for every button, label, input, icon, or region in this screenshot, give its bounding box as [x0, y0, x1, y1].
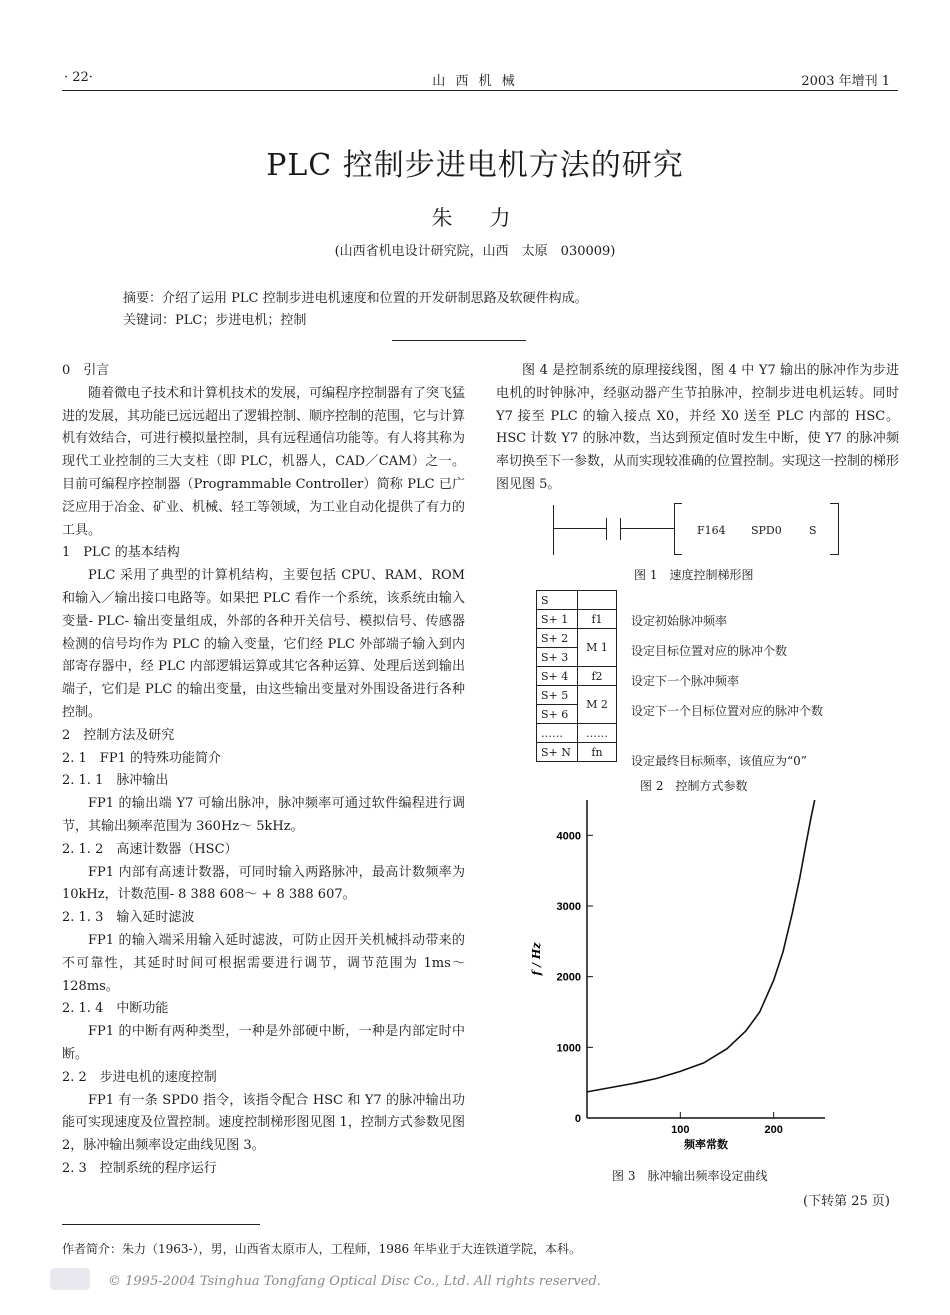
continued-note: (下转第 25 页) [803, 1194, 890, 1209]
paragraph: PLC 采用了典型的计算机结构，主要包括 CPU、RAM、ROM 和输入／输出接口电路等。如果把 PLC 看作一个系统，该系统由输入变量- PLC- 输出变量组成，外部的各种开关信号、模拟信号、传感器检测的信号均作为 PLC 的输入变量，它们经 PLC 外部端子输入到内部寄存器中，经 PLC 内部逻辑运算或其它各种运算、处理后送到输出端子，它们是 PLC 的输出变量，由这些输出变量对外围设备进行各种控制。 [62, 568, 465, 720]
fig1-operand-2: S [809, 524, 817, 537]
fig2-desc-1: 设定初始脉冲频率 [631, 614, 728, 628]
section-heading: 2. 3 控制系统的程序运行 [62, 1160, 217, 1176]
paragraph: FP1 的中断有两种类型，一种是外部硬中断，一种是内部定时中断。 [62, 1024, 465, 1062]
paragraph: FP1 有一条 SPD0 指令，该指令配合 HSC 和 Y7 的脉冲输出功能可实现速度及位置控制。速度控制梯形图见图 1，控制方式参数见图 2，脉冲输出频率设定曲线见图 3。 [62, 1092, 465, 1154]
fig2-parameter-table [536, 590, 617, 762]
table-row: S+ 1 f1 [537, 610, 617, 629]
y-axis-label: f / Hz [530, 942, 543, 976]
author-name: 朱 力 [431, 206, 519, 230]
table-row: S [537, 591, 617, 610]
fig3-chart [510, 790, 840, 1160]
right-column [496, 360, 899, 497]
fig2-desc-8: 设定最终目标频率，该值应为“0” [631, 754, 807, 768]
paragraph: FP1 的输入端采用输入延时滤波，可防止因开关机械抖动带来的不可靠性，其延时时间可根据需要进行调节，调节范围为 1ms～ 128ms。 [62, 932, 465, 994]
section-heading: 2. 1. 2 高速计数器（HSC） [62, 841, 238, 857]
paragraph: 图 4 是控制系统的原理接线图，图 4 中 Y7 输出的脉冲作为步进电机的时钟脉冲，经驱动器产生节拍脉冲，控制步进电机运转。同时 Y7 接至 PLC 的输入接点 X0，并经 X0 送至 PLC 内部的 HSC。HSC 计数 Y7 的脉冲数，当达到预定值时发生中断，使 Y7 的脉冲频率切换至下一参数，从而实现较准确的位置控制。实现这一控制的梯形图见图 5。 [496, 363, 900, 492]
table-row: S+ 6 [537, 705, 617, 724]
paragraph: FP1 的输出端 Y7 可输出脉冲，脉冲频率可通过软件编程进行调节，其输出频率范围为 360Hz～ 5kHz。 [62, 796, 465, 834]
y-tick-label: 4000 [556, 830, 581, 843]
fig2-desc-2: 设定目标位置对应的脉冲个数 [631, 644, 788, 658]
fig1-instruction: F164 [697, 524, 726, 537]
table-row: S+ 2 M 1 [537, 629, 617, 648]
issue-label: 2003 年增刊 1 [801, 74, 890, 89]
page-number: · 22· [64, 70, 93, 85]
x-tick-label: 100 [671, 1124, 690, 1136]
x-tick-label: 200 [764, 1124, 783, 1136]
table-row: S+ 3 [537, 648, 617, 667]
frequency-curve [587, 800, 815, 1092]
section-heading: 2. 1. 1 脉冲输出 [62, 773, 169, 789]
x-axis-label: 频率常数 [684, 1138, 728, 1151]
section-heading: 2. 1. 3 输入延时滤波 [62, 910, 195, 926]
y-tick-label: 3000 [556, 901, 581, 913]
section-heading: 0 引言 [62, 363, 110, 378]
fig1-caption: 图 1 速度控制梯形图 [634, 568, 754, 582]
fig1-operand-1: SPD0 [751, 524, 782, 537]
y-tick-label: 0 [574, 1113, 581, 1125]
y-tick-label: 2000 [556, 971, 581, 984]
author-bio: 作者简介：朱力（1963-），男，山西省太原市人，工程师，1986 年毕业于大连铁道学院，本科。 [62, 1242, 581, 1256]
y-tick-label: 1000 [556, 1042, 581, 1055]
section-heading: 2. 1 FP1 的特殊功能简介 [62, 750, 221, 766]
journal-name: 山 西 机 械 [432, 74, 518, 89]
header-rule [62, 90, 898, 91]
copyright-notice: © 1995-2004 Tsinghua Tongfang Optical Disc Co., Ltd. All rights reserved. [108, 1274, 601, 1289]
abstract: 摘要：介绍了运用 PLC 控制步进电机速度和位置的开发研制思路及软硬件构成。 [123, 291, 588, 306]
table-row: …… …… [537, 724, 617, 743]
fig2-caption: 图 2 控制方式参数 [640, 779, 748, 793]
paragraph: 随着微电子技术和计算机技术的发展，可编程序控制器有了突飞猛进的发展，其功能已远远超出了逻辑控制、顺序控制的范围，它与计算机有效结合，可进行模拟量控制，具有远程通信功能等。有人将其称为现代工业控制的三大支柱（即 PLC，机器人，CAD／CAM）之一。目前可编程序控制器（Programmable Controller）简称 PLC 已广泛应用于冶金、矿业、机械、轻工等领域，为工业自动化提供了有力的工具。 [62, 385, 466, 538]
keywords: 关键词：PLC；步进电机；控制 [123, 313, 307, 328]
left-column [62, 360, 465, 1181]
fig2-desc-5: 设定下一个目标位置对应的脉冲个数 [631, 704, 824, 718]
fig2-desc-4: 设定下一个脉冲频率 [631, 674, 740, 688]
page-title: PLC 控制步进电机方法的研究 [266, 148, 684, 183]
table-row: S+ 4 f2 [537, 667, 617, 686]
section-heading: 2. 2 步进电机的速度控制 [62, 1069, 217, 1085]
affiliation: (山西省机电设计研究院，山西 太原 030009) [334, 244, 616, 259]
footnote-rule [62, 1224, 260, 1225]
section-heading: 2 控制方法及研究 [62, 727, 175, 743]
publisher-logo [50, 1268, 90, 1290]
table-row: S+ 5 M 2 [537, 686, 617, 705]
abstract-divider [392, 340, 526, 341]
fig3-caption: 图 3 脉冲输出频率设定曲线 [612, 1169, 768, 1183]
paragraph: FP1 内部有高速计数器，可同时输入两路脉冲，最高计数频率为 10kHz，计数范围- 8 388 608～ + 8 388 607。 [62, 864, 465, 903]
section-heading: 1 PLC 的基本结构 [62, 545, 180, 561]
table-row: S+ N fn [537, 743, 617, 762]
section-heading: 2. 1. 4 中断功能 [62, 1001, 169, 1017]
